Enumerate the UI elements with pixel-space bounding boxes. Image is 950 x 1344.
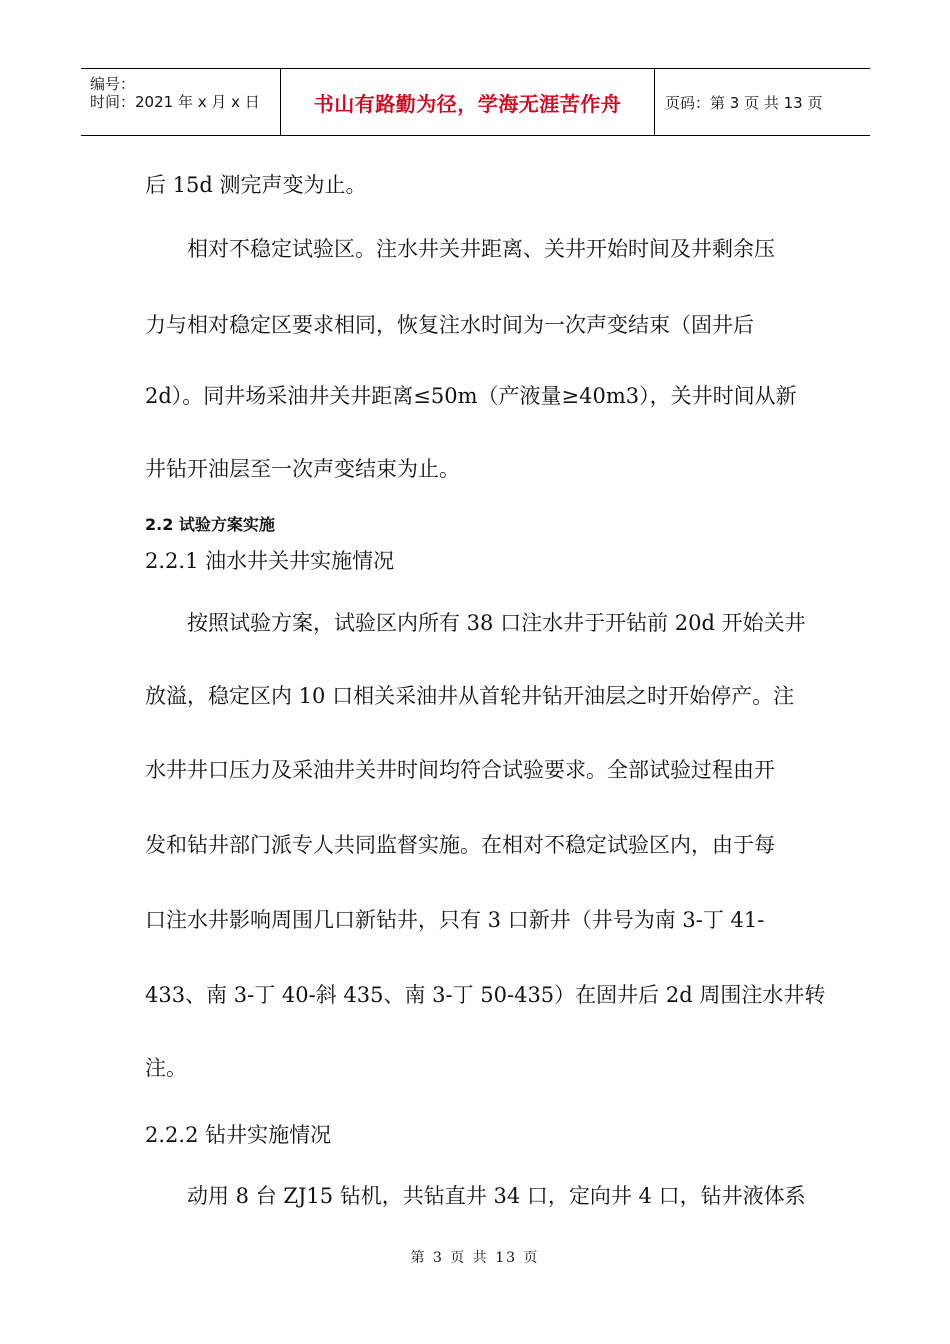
body-line: 后 15d 测完声变为止。 — [145, 173, 367, 197]
header-page-cell — [655, 69, 870, 135]
body-line: 放溢，稳定区内 10 口相关采油井从首轮井钻开油层之时开始停产。注 — [145, 684, 795, 708]
section-heading: 2.2 试验方案实施 — [145, 515, 275, 534]
body-line: 发和钻井部门派专人共同监督实施。在相对不稳定试验区内，由于每 — [145, 833, 775, 857]
body-line: 2d）。同井场采油井关井距离≤50m（产液量≥40m3），关井时间从新 — [145, 384, 797, 408]
body-line: 相对不稳定试验区。注水井关井距离、关井开始时间及井剩余压 — [187, 237, 775, 261]
body-line: 口注水井影响周围几口新钻井，只有 3 口新井（井号为南 3-丁 41- — [145, 908, 765, 932]
date-label: 时间：2021 年 x 月 x 日 — [90, 93, 260, 111]
page-header — [81, 68, 870, 136]
header-meta-cell — [81, 69, 281, 135]
body-line: 力与相对稳定区要求相同，恢复注水时间为一次声变结束（固井后 — [145, 313, 754, 337]
page-info: 页码：第 3 页 共 13 页 — [665, 93, 823, 112]
body-line: 井钻开油层至一次声变结束为止。 — [145, 457, 460, 481]
body-line: 动用 8 台 ZJ15 钻机，共钻直井 34 口，定向井 4 口，钻井液体系 — [187, 1184, 806, 1208]
body-line: 按照试验方案，试验区内所有 38 口注水井于开钻前 20d 开始关井 — [187, 611, 806, 635]
subsection-heading: 2.2.1 油水井关井实施情况 — [145, 549, 395, 573]
body-line: 433、南 3-丁 40-斜 435、南 3-丁 50-435）在固井后 2d 周围注水井转 — [145, 983, 826, 1007]
serial-label: 编号： — [90, 75, 136, 93]
header-motto-cell — [281, 69, 655, 135]
page-footer: 第 3 页 共 13 页 — [410, 1250, 540, 1266]
body-line: 注。 — [145, 1056, 187, 1080]
motto-text: 书山有路勤为径，学海无涯苦作舟 — [313, 91, 622, 116]
body-line: 水井井口压力及采油井关井时间均符合试验要求。全部试验过程由开 — [145, 758, 775, 782]
subsection-heading: 2.2.2 钻井实施情况 — [145, 1123, 332, 1147]
